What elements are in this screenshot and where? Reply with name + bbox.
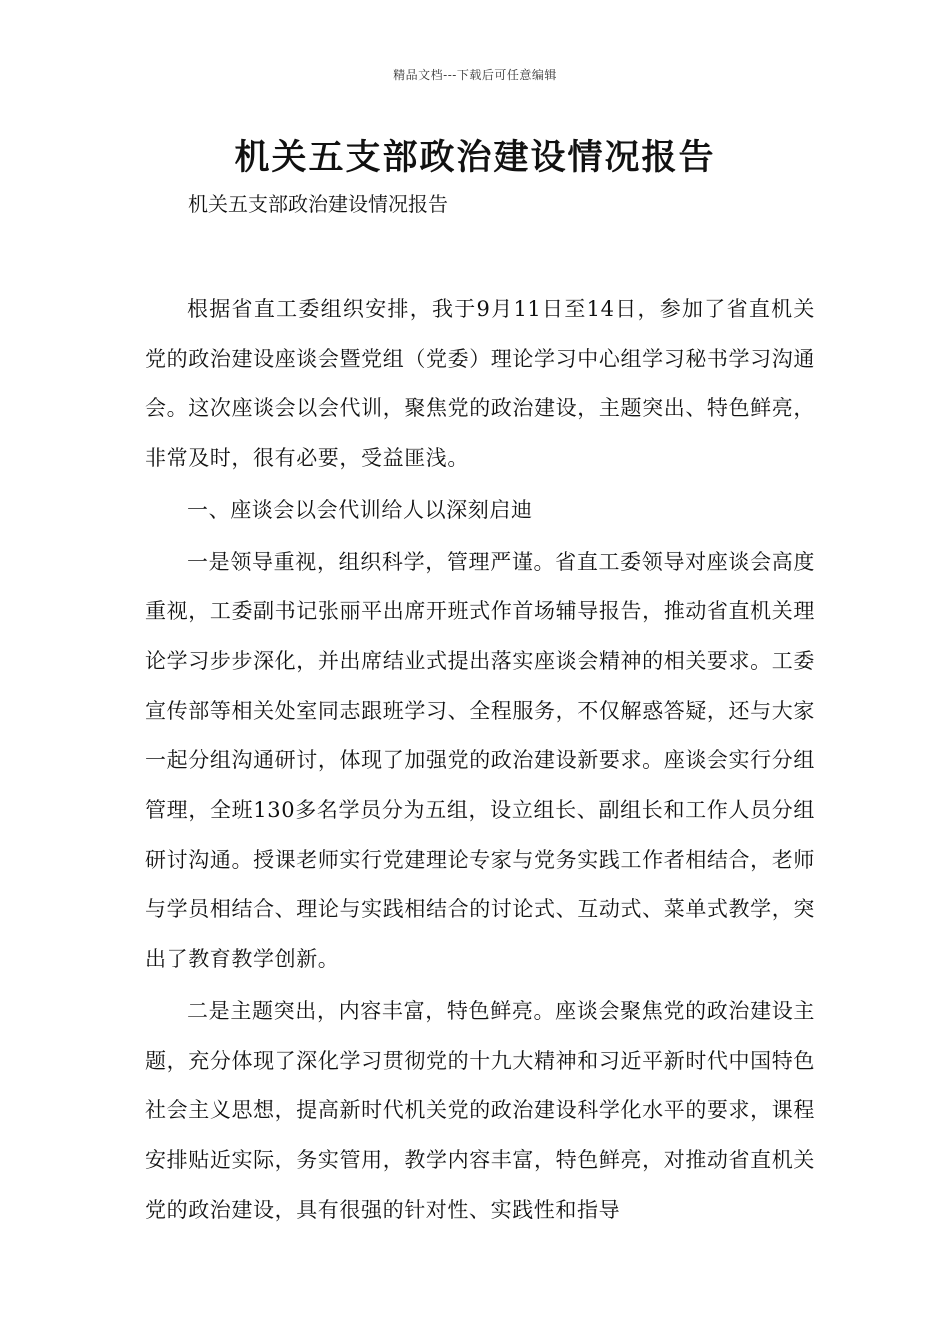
paragraph-point-one: 一是领导重视，组织科学，管理严谨。省直工委领导对座谈会高度重视，工委副书记张丽平出席开班式作首场辅导报告，推动省直机关理论学习步步深化，并出席结业式提出落实座谈会精神的相关要求。工委宣传部等相关处室同志跟班学习、全程服务，不仅解惑答疑，还与大家一起分组沟通研讨，体现了加强党的政治建设新要求。座谈会实行分组管理，全班130多名学员分为五组，设立组长、副组长和工作人员分组研讨沟通。授课老师实行党建理论专家与党务实践工作者相结合，老师与学员相结合、理论与实践相结合的讨论式、互动式、菜单式教学，突出了教育教学创新。 xyxy=(145,549,815,972)
section-heading: 一、座谈会以会代训给人以深刻启迪 xyxy=(187,497,533,522)
document-subtitle: 机关五支部政治建设情况报告 xyxy=(188,192,448,216)
header-note: 精品文档---下载后可任意编辑 xyxy=(393,68,557,82)
paragraph-intro: 根据省直工委组织安排，我于9月11日至14日，参加了省直机关党的政治建设座谈会暨党组（党委）理论学习中心组学习秘书学习沟通会。这次座谈会以会代训，聚焦党的政治建设，主题突出、特色鲜亮，非常及时，很有必要，受益匪浅。 xyxy=(145,297,815,471)
document-body xyxy=(145,285,815,1237)
document-title: 机关五支部政治建设情况报告 xyxy=(234,138,716,178)
paragraph-point-two: 二是主题突出，内容丰富，特色鲜亮。座谈会聚焦党的政治建设主题，充分体现了深化学习贯彻党的十九大精神和习近平新时代中国特色社会主义思想，提高新时代机关党的政治建设科学化水平的要求，课程安排贴近实际，务实管用，教学内容丰富，特色鲜亮，对推动省直机关党的政治建设，具有很强的针对性、实践性和指导 xyxy=(145,998,815,1222)
